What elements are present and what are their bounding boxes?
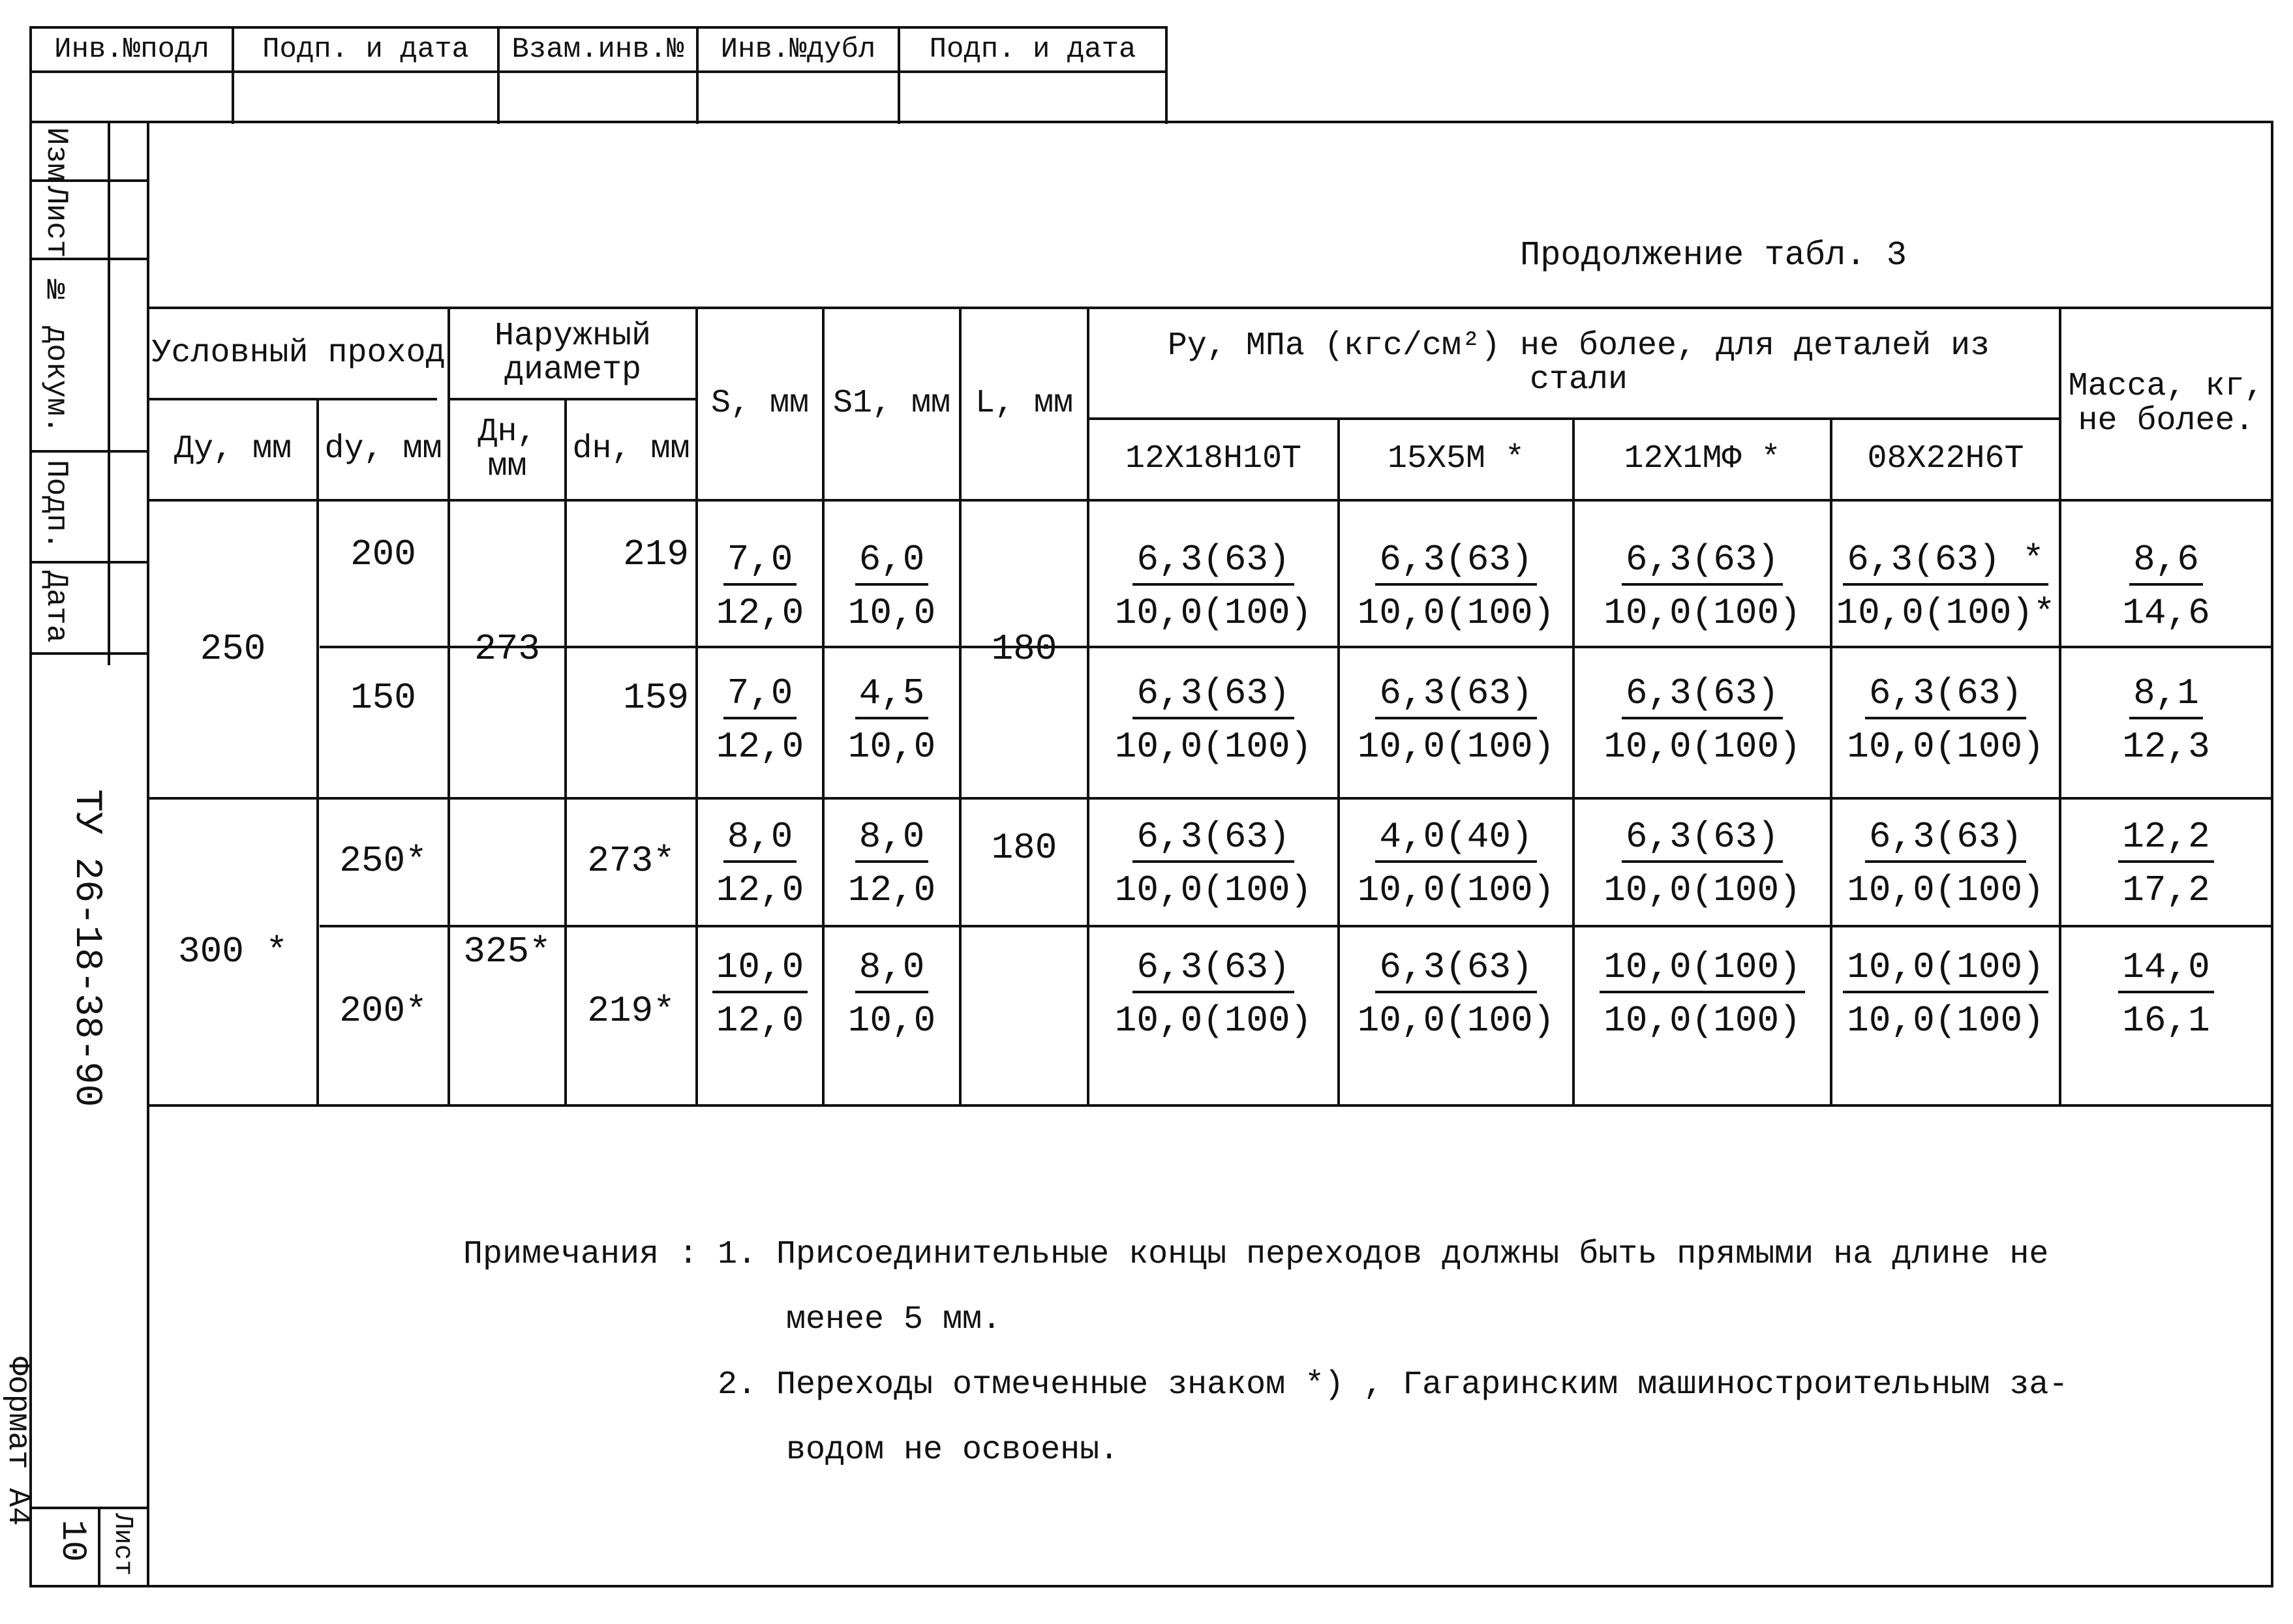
header-steel-2: 15Х5М * — [1387, 440, 1525, 478]
dn-value: 273 — [474, 628, 540, 670]
py-top: 6,3(63) — [1132, 675, 1294, 719]
s-fraction — [698, 816, 822, 911]
margin-label-sign: Подп. — [39, 460, 73, 550]
py-fraction — [1340, 672, 1572, 768]
py-top: 6,3(63) — [1622, 675, 1783, 719]
stamp-cell-dup: Инв.№дубл — [720, 33, 876, 66]
s-bottom: 12,0 — [716, 592, 804, 634]
py-bottom: 10,0(100) — [1357, 1000, 1555, 1042]
notes-label: Примечания : — [463, 1236, 699, 1273]
header-dn-small: dн, мм — [572, 430, 690, 468]
s1-fraction — [825, 539, 959, 634]
header-py: Ру, МПа (кгс/см²) не более, для деталей из стали — [1167, 327, 1990, 398]
s-bottom: 12,0 — [716, 1000, 804, 1042]
s-bottom: 12,0 — [716, 726, 804, 768]
py-fraction — [1089, 672, 1337, 768]
s-top: 8,0 — [723, 819, 797, 863]
py-fraction — [1340, 946, 1572, 1042]
mass-bottom: 16,1 — [2122, 1000, 2210, 1042]
note-2-line-2: водом не освоены. — [786, 1432, 1119, 1469]
s-fraction — [698, 946, 822, 1042]
header-steel-4: 08Х22Н6Т — [1867, 440, 2024, 478]
header-mass: Масса, кг, не более. — [2068, 368, 2264, 440]
stamp-cell-inv: Инв.№подл — [54, 33, 209, 66]
s-top: 7,0 — [723, 541, 797, 586]
note-2-line-1: 2. Переходы отмеченные знаком *) , Гагаринским машиностроительным за- — [718, 1366, 2069, 1404]
py-top: 4,0(40) — [1375, 819, 1536, 863]
py-bottom: 10,0(100) — [1847, 869, 2044, 911]
margin-label-list: Лист — [39, 186, 73, 258]
mass-fraction — [2061, 672, 2271, 768]
mass-fraction — [2061, 946, 2271, 1042]
py-bottom: 10,0(100) — [1114, 726, 1313, 768]
py-bottom: 10,0(100) — [1114, 1000, 1313, 1042]
py-fraction — [1340, 539, 1572, 634]
s-top: 7,0 — [723, 675, 797, 719]
s1-bottom: 10,0 — [847, 592, 936, 634]
sheet-number: 10 — [52, 1520, 92, 1562]
header-cond-pass: Условный проход — [151, 334, 446, 372]
s1-fraction — [825, 672, 959, 768]
py-bottom: 10,0(100) — [1847, 1000, 2044, 1042]
py-bottom: 10,0(100) — [1603, 726, 1801, 768]
dn-small-value: 159 — [623, 676, 689, 719]
dn-small-value: 219* — [587, 989, 675, 1032]
py-top: 6,3(63) — [1865, 819, 2026, 863]
mass-top: 14,0 — [2118, 949, 2213, 993]
py-top: 6,3(63) — [1622, 819, 1783, 863]
py-bottom: 10,0(100) — [1114, 869, 1313, 911]
py-top: 6,3(63) — [1132, 541, 1294, 586]
dn-small-value: 219 — [623, 533, 689, 575]
py-top: 6,3(63) — [1622, 541, 1783, 586]
py-fraction — [1575, 816, 1830, 911]
py-top: 6,3(63) * — [1843, 541, 2048, 586]
py-top: 10,0(100) — [1843, 949, 2048, 993]
py-top: 6,3(63) — [1375, 949, 1536, 993]
sheet-label: Лист — [108, 1513, 137, 1576]
mass-fraction — [2061, 539, 2271, 634]
dy-value: 200 — [350, 533, 416, 575]
py-fraction — [1832, 816, 2059, 911]
stamp-cell-replace: Взам.инв.№ — [511, 33, 684, 66]
s1-bottom: 10,0 — [847, 1000, 936, 1042]
py-fraction — [1832, 539, 2059, 634]
py-bottom: 10,0(100) — [1603, 869, 1801, 911]
dn-small-value: 273* — [587, 839, 675, 882]
py-fraction — [1089, 946, 1337, 1042]
margin-label-doc: № докум. — [39, 274, 73, 434]
s1-bottom: 10,0 — [847, 726, 936, 768]
py-fraction — [1575, 539, 1830, 634]
header-outer-diam: Наружный диаметр — [494, 317, 652, 389]
stamp-cell-sign2: Подп. и дата — [929, 33, 1136, 66]
dn-value: 325* — [463, 931, 551, 973]
header-s: S, мм — [710, 385, 810, 423]
py-top: 6,3(63) — [1375, 541, 1536, 586]
header-s1: S1, мм — [832, 385, 951, 423]
py-fraction — [1832, 672, 2059, 768]
py-fraction — [1575, 672, 1830, 768]
header-dn: Дн, мм — [478, 414, 537, 485]
py-bottom: 10,0(100)* — [1836, 592, 2056, 634]
l-value: 180 — [991, 628, 1057, 670]
s1-top: 8,0 — [855, 949, 929, 993]
table-title: Продолжение табл. 3 — [1520, 236, 1907, 275]
mass-fraction — [2061, 816, 2271, 911]
py-top: 10,0(100) — [1600, 949, 1804, 993]
s1-bottom: 12,0 — [847, 869, 936, 911]
py-fraction — [1832, 946, 2059, 1042]
py-bottom: 10,0(100) — [1357, 869, 1555, 911]
mass-bottom: 12,3 — [2122, 726, 2210, 768]
doc-code: ТУ 26-18-38-90 — [65, 789, 108, 1107]
s-fraction — [698, 539, 822, 634]
py-bottom: 10,0(100) — [1847, 726, 2044, 768]
s1-fraction — [825, 816, 959, 911]
note-1-line-1: 1. Присоединительные концы переходов должны быть прямыми на длине не — [718, 1236, 2049, 1273]
s-top: 10,0 — [712, 949, 808, 993]
py-top: 6,3(63) — [1132, 819, 1294, 863]
py-fraction — [1340, 816, 1572, 911]
l-value: 180 — [991, 826, 1057, 869]
note-1-line-2: менее 5 мм. — [786, 1301, 1002, 1338]
s-bottom: 12,0 — [716, 869, 804, 911]
py-top: 6,3(63) — [1375, 675, 1536, 719]
py-bottom: 10,0(100) — [1603, 1000, 1801, 1042]
margin-label-izm: Изм — [39, 127, 73, 181]
header-l: L, мм — [975, 385, 1074, 423]
header-dy: dу, мм — [324, 430, 442, 468]
stamp-cell-sign: Подп. и дата — [262, 33, 469, 66]
header-du: Ду, мм — [174, 430, 292, 468]
py-bottom: 10,0(100) — [1603, 592, 1801, 634]
du-value: 300 * — [177, 931, 288, 973]
s1-fraction — [825, 946, 959, 1042]
s1-top: 4,5 — [855, 675, 929, 719]
py-fraction — [1089, 539, 1337, 634]
s1-top: 6,0 — [855, 541, 929, 586]
py-fraction — [1575, 946, 1830, 1042]
mass-bottom: 17,2 — [2122, 869, 2210, 911]
header-steel-1: 12Х18Н10Т — [1125, 440, 1302, 478]
format-label: Формат А4 — [0, 1357, 35, 1526]
mass-top: 8,1 — [2129, 675, 2203, 719]
py-top: 6,3(63) — [1865, 675, 2026, 719]
header-steel-3: 12Х1МФ * — [1624, 440, 1781, 478]
py-bottom: 10,0(100) — [1357, 592, 1555, 634]
du-value: 250 — [200, 628, 266, 670]
py-fraction — [1089, 816, 1337, 911]
dy-value: 250* — [339, 839, 427, 882]
s1-top: 8,0 — [855, 819, 929, 863]
dy-value: 200* — [339, 989, 427, 1032]
py-top: 6,3(63) — [1132, 949, 1294, 993]
py-bottom: 10,0(100) — [1114, 592, 1313, 634]
dy-value: 150 — [350, 676, 416, 719]
py-bottom: 10,0(100) — [1357, 726, 1555, 768]
mass-top: 12,2 — [2118, 819, 2213, 863]
mass-bottom: 14,6 — [2122, 592, 2210, 634]
margin-label-date: Дата — [39, 571, 73, 643]
mass-top: 8,6 — [2129, 541, 2203, 586]
s-fraction — [698, 672, 822, 768]
